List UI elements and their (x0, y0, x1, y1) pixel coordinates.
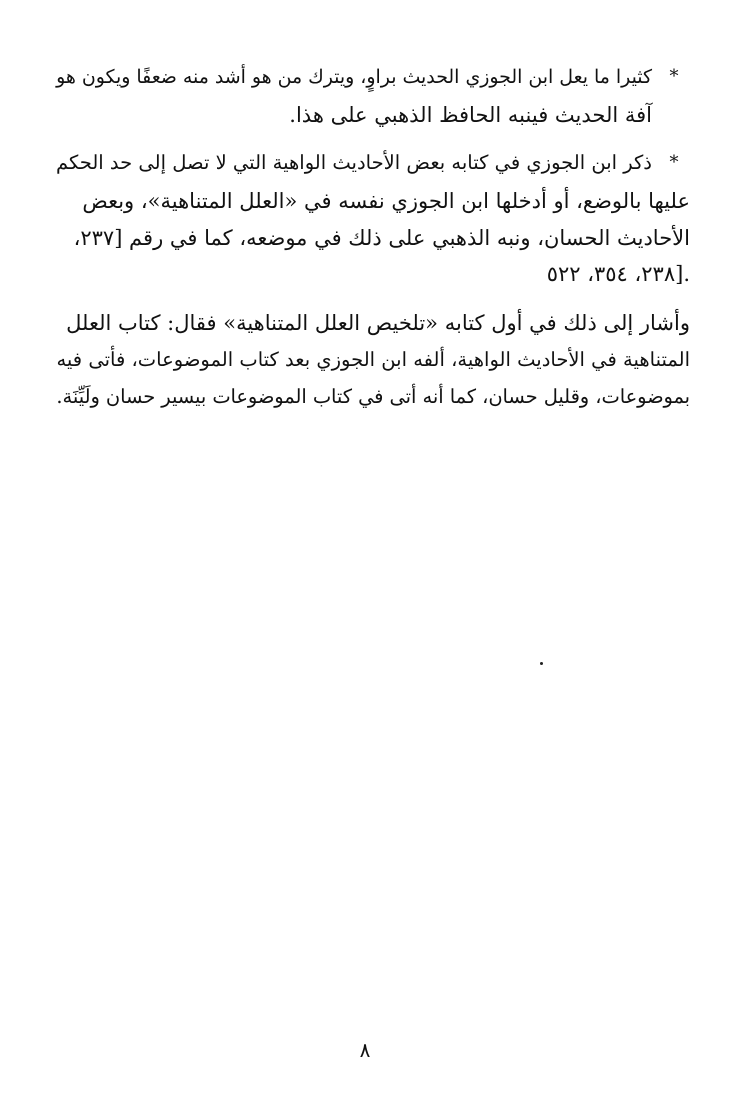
bullet-1-line-1: كثيرا ما يعل ابن الجوزي الحديث براوٍ، ويترك من هو أشد منه ضعفًا ويكون هو (56, 66, 652, 88)
bullet-1-line-2: آفة الحديث فينبه الحافظ الذهبي على هذا. (289, 103, 652, 127)
scan-speck (540, 662, 543, 665)
paragraph-line-1: وأشار إلى ذلك في أول كتابه «تلخيص العلل المتناهية» فقال: كتاب العلل (66, 311, 690, 335)
page-number: ٨ (359, 1038, 371, 1062)
bullet-2-line-3: الأحاديث الحسان، ونبه الذهبي على ذلك في موضعه، كما في رقم [٢٣٧، (73, 226, 690, 250)
paragraph-line-3: بموضوعات، وقليل حسان، كما أنه أتى في كتاب الموضوعات بيسير حسان ولَيِّنَة. (56, 385, 690, 408)
bullet-marker-1: * (669, 66, 679, 87)
paragraph-line-2: المتناهية في الأحاديث الواهية، ألفه ابن الجوزي بعد كتاب الموضوعات، فأتى فيه (56, 348, 690, 371)
bullet-2-line-4: ٢٣٨، ٣٥٤، ٥٢٢]. (546, 262, 690, 286)
bullet-2-line-1: ذكر ابن الجوزي في كتابه بعض الأحاديث الواهية التي لا تصل إلى حد الحكم (55, 151, 652, 174)
bullet-2-line-2: عليها بالوضع، أو أدخلها ابن الجوزي نفسه في «العلل المتناهية»، وبعض (82, 189, 690, 213)
bullet-marker-2: * (669, 152, 679, 173)
